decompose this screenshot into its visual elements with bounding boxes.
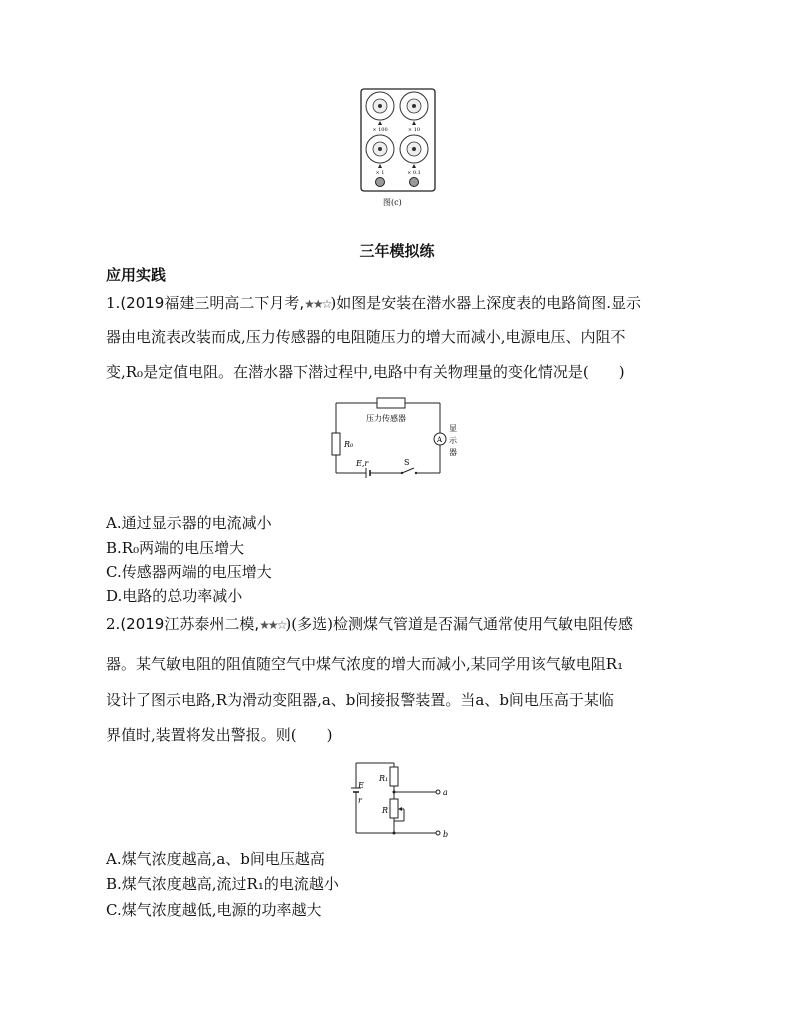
q2-number: 2. [106, 615, 121, 633]
r0-label: R₀ [344, 440, 354, 449]
figure-caption: 图(c) [383, 198, 402, 207]
section-title: 三年模拟练 [359, 242, 435, 260]
resistance-box-figure [360, 88, 436, 192]
display-label-2: 示 [449, 436, 457, 445]
switch-label: S [404, 458, 410, 467]
difficulty-stars-icon: ★★☆ [259, 618, 286, 632]
knob-label: × 100 [372, 127, 388, 133]
q1-option-c: C.传感器两端的电压增大 [106, 563, 272, 581]
terminal [376, 178, 385, 187]
q2-line4: 界值时,装置将发出警报。则( ) [106, 726, 333, 744]
q1-option-a: A.通过显示器的电流减小 [106, 514, 272, 532]
r-internal-label: r [358, 796, 362, 805]
q2-line2: 器。某气敏电阻的阻值随空气中煤气浓度的增大而减小,某同学用该气敏电阻R₁ [106, 655, 624, 673]
q2-source: (2019江苏泰州二模, [120, 615, 260, 633]
q1-source: (2019福建三明高二下月考, [120, 294, 305, 312]
q1-line3: 变,R₀是定值电阻。在潜水器下潜过程中,电路中有关物理量的变化情况是( ) [106, 363, 625, 381]
knob-label: × 0.1 [407, 170, 421, 176]
q2-source-close: ) [285, 615, 292, 633]
q2-option-a: A.煤气浓度越高,a、b间电压越高 [106, 850, 325, 868]
q1-line1 [106, 293, 641, 314]
q1-circuit-diagram [330, 393, 460, 481]
sensor-label: 压力传感器 [366, 414, 406, 423]
q2-stem-start: (多选)检测煤气管道是否漏气通常使用气敏电阻传感 [291, 615, 633, 633]
knob-label: × 1 [375, 170, 385, 176]
q2-option-b: B.煤气浓度越高,流过R₁的电流越小 [106, 875, 339, 893]
display-label-3: 器 [449, 448, 457, 457]
r-variable-label: R [382, 806, 389, 815]
q1-number: 1. [106, 294, 121, 312]
terminal-b-label: b [443, 830, 449, 839]
q1-option-d: D.电路的总功率减小 [106, 587, 243, 605]
display-label-1: 显 [449, 424, 457, 433]
emf-label: E,r [356, 459, 369, 468]
q2-circuit-diagram [348, 755, 458, 840]
subsection-title: 应用实践 [106, 266, 167, 284]
e-label: E [358, 781, 364, 790]
terminal [410, 178, 419, 187]
q1-line2: 器由电流表改装而成,压力传感器的电阻随压力的增大而减小,电源电压、内阻不 [106, 328, 626, 346]
q2-line1 [106, 614, 633, 635]
q1-option-b: B.R₀两端的电压增大 [106, 539, 245, 557]
r1-label: R₁ [379, 774, 389, 783]
knob-label: × 10 [407, 127, 421, 133]
difficulty-stars-icon: ★★☆ [304, 297, 331, 311]
q2-line3: 设计了图示电路,R为滑动变阻器,a、b间接报警装置。当a、b间电压高于某临 [106, 691, 614, 709]
ammeter-icon: A [437, 436, 443, 444]
q1-stem-start: 如图是安装在潜水器上深度表的电路简图.显示 [336, 294, 642, 312]
terminal-a-label: a [443, 788, 448, 797]
q2-option-c: C.煤气浓度越低,电源的功率越大 [106, 901, 322, 919]
q1-source-close: ) [330, 294, 337, 312]
